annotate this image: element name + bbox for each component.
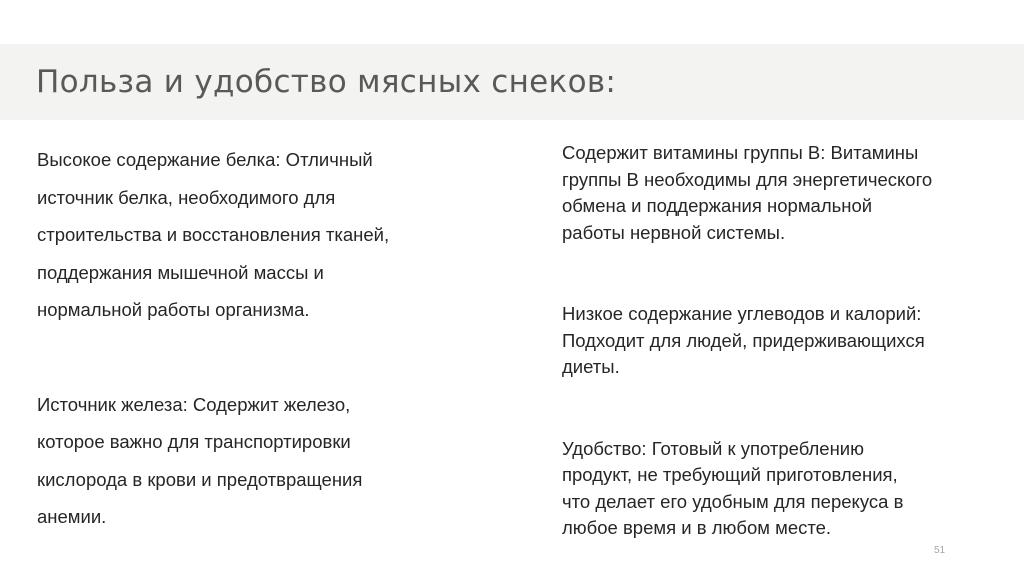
slide-title: Польза и удобство мясных снеков: xyxy=(36,64,617,100)
convenience-paragraph: Удобство: Готовый к употреблению продукт, не требующий приготовления, что делает его удобным для перекуса в любое время и в любом месте. xyxy=(562,437,904,538)
low-carb-paragraph: Низкое содержание углеводов и калорий: Подходит для людей, придерживающихся диеты. xyxy=(562,303,925,377)
protein-paragraph: Высокое содержание белка: Отличный источник белка, необходимого для строительства и восстановления тканей, поддержания мышечной массы и нормальной работы организма. xyxy=(37,149,390,320)
vitamin-b-paragraph: Содержит витамины группы В: Витамины группы В необходимы для энергетического обмена и поддержания нормальной работы нервной системы. xyxy=(562,142,933,243)
right-column xyxy=(562,140,982,542)
page-number: 51 xyxy=(934,545,946,556)
iron-paragraph: Источник железа: Содержит железо, которое важно для транспортировки кислорода в крови и предотвращения анемии. xyxy=(37,393,363,527)
left-column xyxy=(37,141,457,536)
